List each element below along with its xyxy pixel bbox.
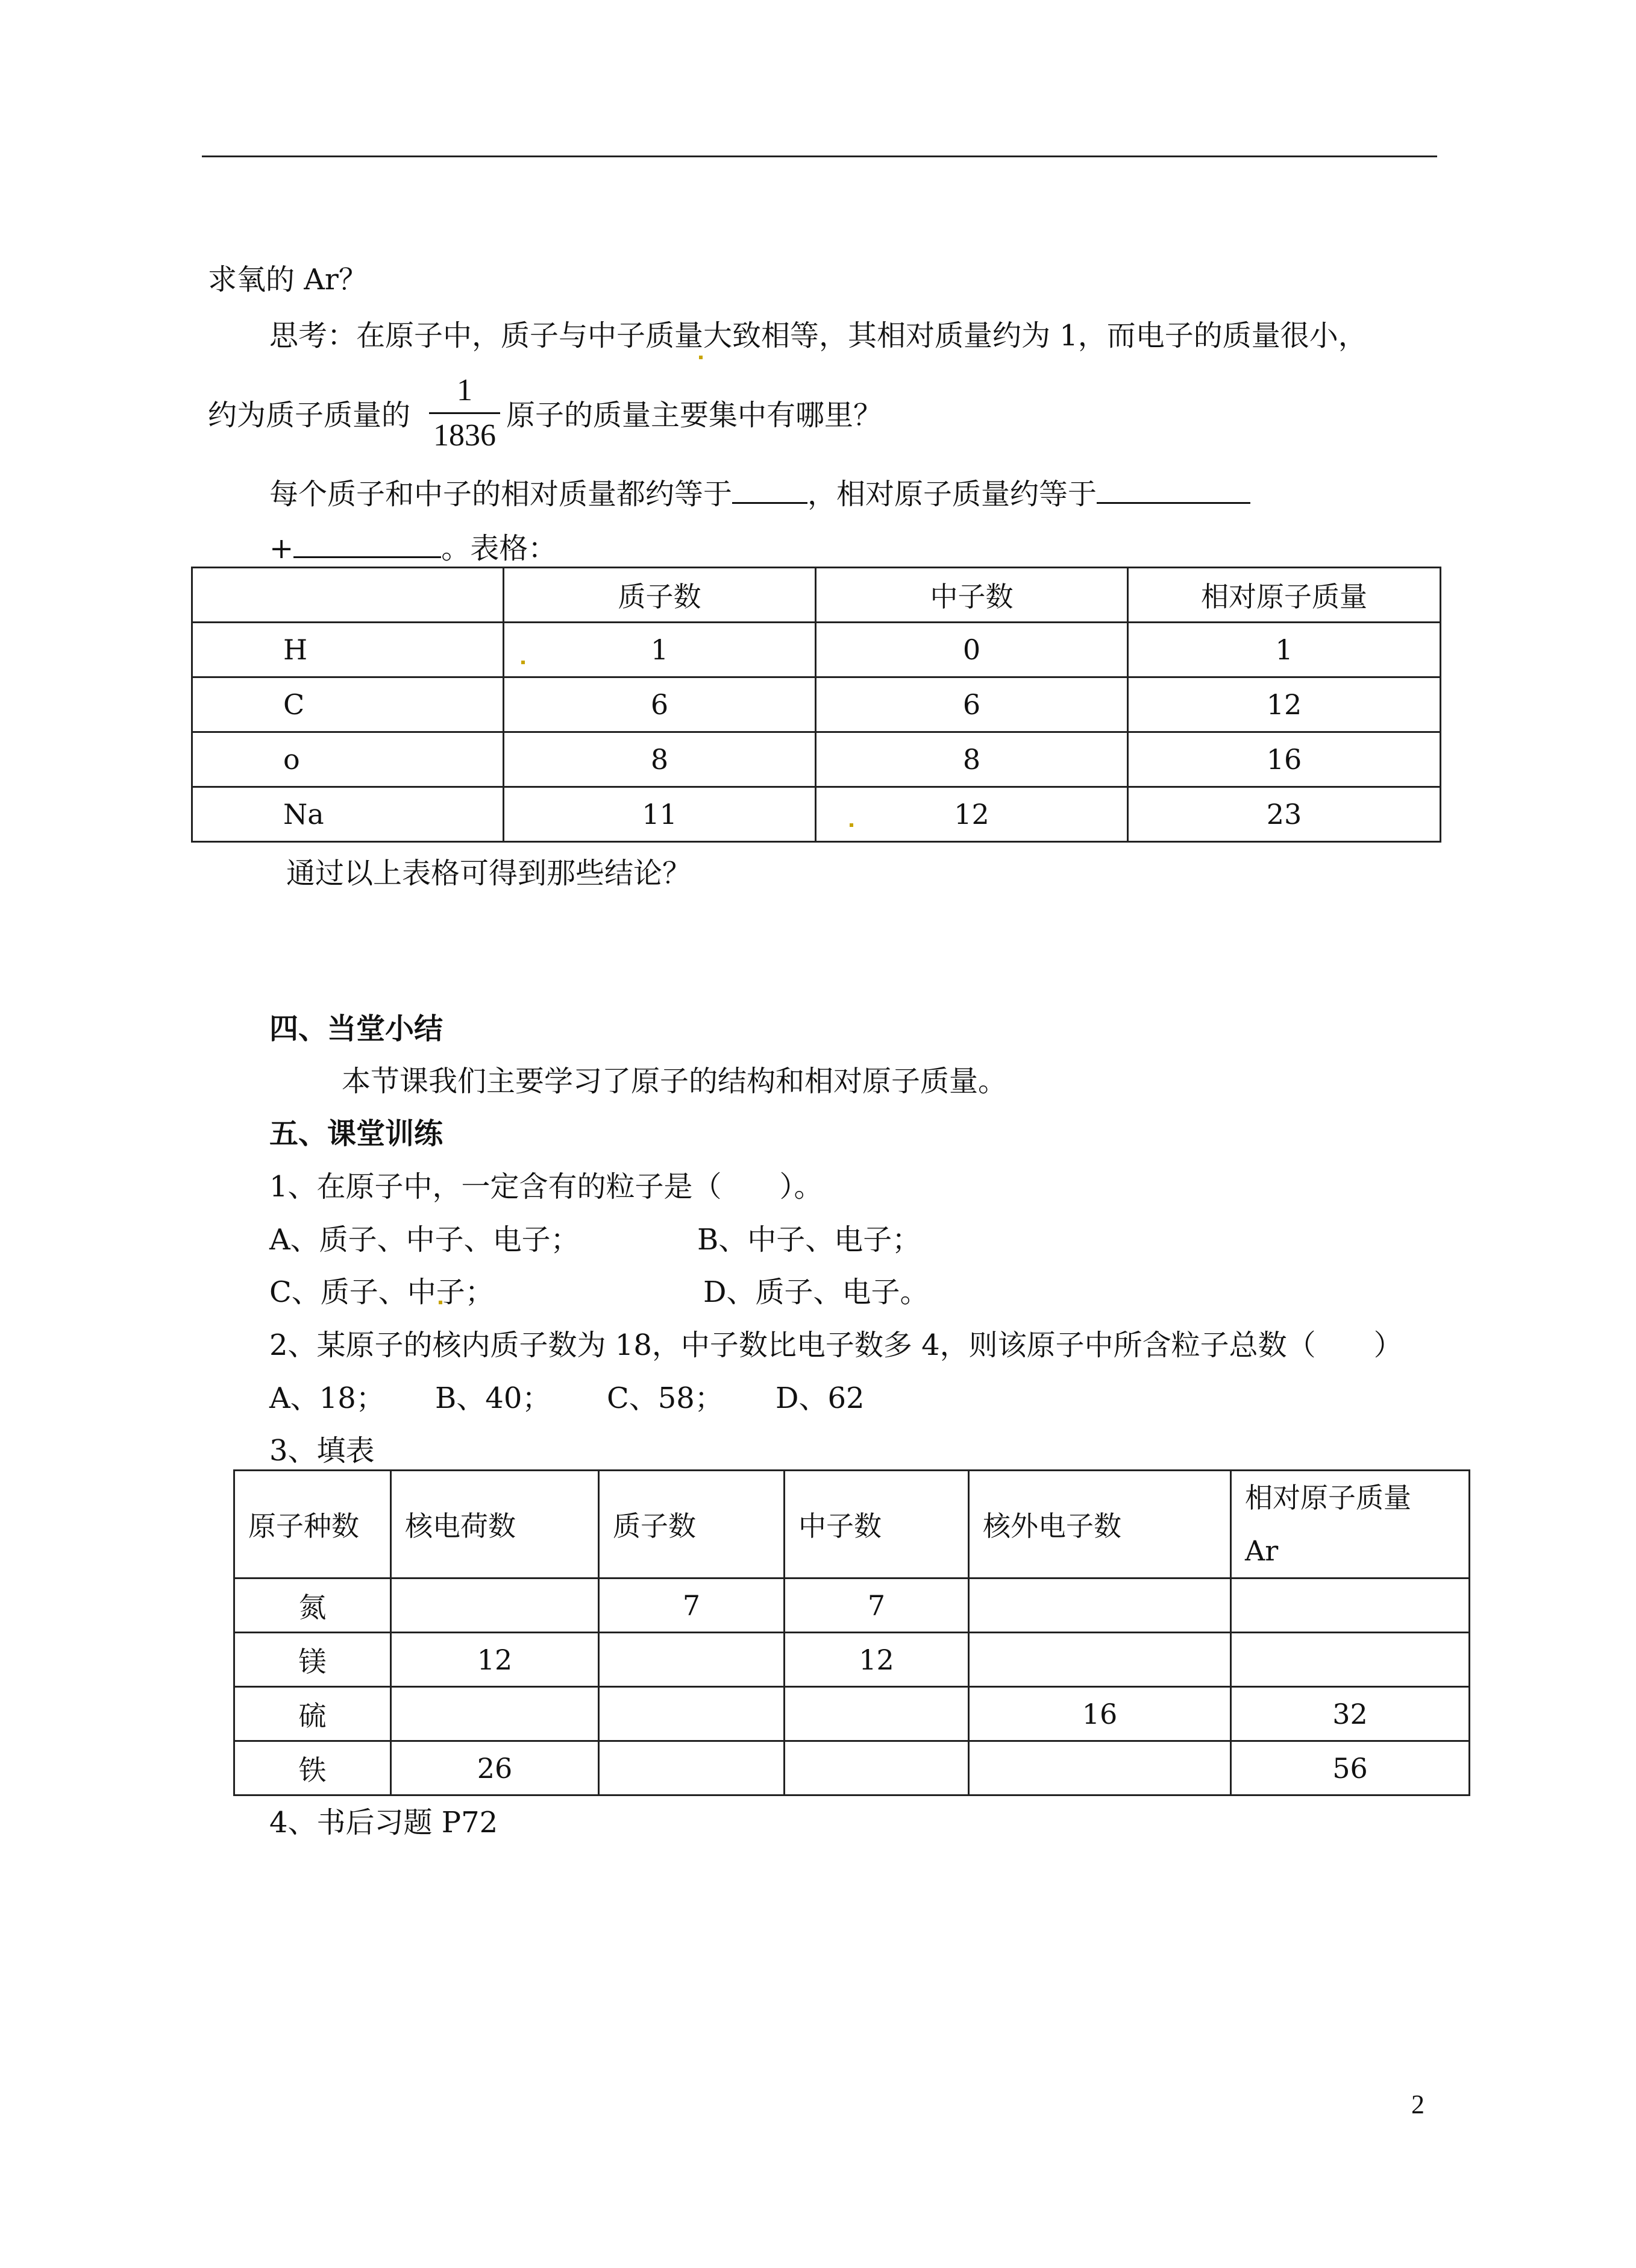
q2-option-c: C、58； [607,1381,724,1415]
table-cell[interactable] [599,1741,785,1795]
table-cell: 0 [816,623,1128,677]
fraction-numerator: 1 [457,373,472,407]
fill-line-1-text-b: ，相对原子质量约等于 [807,477,1097,511]
table-row [234,1633,1470,1687]
fill-line-2-text: 。表格： [441,532,557,565]
table-atomic-mass [191,567,1441,843]
element-cell: o [192,732,504,787]
element-cell: C [192,677,504,732]
table-cell[interactable] [969,1741,1231,1795]
table-cell: 23 [1128,787,1441,842]
blank-relative-mass[interactable] [732,479,807,504]
table-header-row [192,568,1441,623]
table-cell[interactable] [1231,1633,1470,1687]
scan-mark [699,356,703,359]
section-5-heading: 五、课堂训练 [269,1117,443,1151]
q1-option-c: C、质子、中子； [269,1275,494,1309]
q2-option-d: D、62 [776,1381,865,1415]
table-cell: 6 [504,677,816,732]
section-4-heading: 四、当堂小结 [269,1012,443,1046]
table-cell[interactable]: 7 [785,1578,969,1633]
table-header-cell-mass [1231,1471,1470,1578]
blank-atomic-mass-part1[interactable] [1097,479,1250,504]
element-cell: 氮 [234,1578,391,1633]
table-cell[interactable] [599,1687,785,1741]
fraction-denominator: 1836 [433,418,496,453]
about-suffix: 原子的质量主要集中有哪里？ [506,398,883,432]
q2-option-b: B、40； [435,1381,551,1415]
q2-option-a: A、18； [269,1381,385,1415]
table-row [192,732,1441,787]
scan-mark [850,823,853,827]
table-row [192,787,1441,842]
table-cell[interactable] [1231,1578,1470,1633]
table-header-cell: 中子数 [816,568,1128,623]
table-cell: 6 [816,677,1128,732]
table-header-cell: 核外电子数 [969,1471,1231,1578]
fraction-1-over-1836 [429,372,500,454]
table-cell[interactable] [599,1633,785,1687]
table-header-cell: 质子数 [599,1471,785,1578]
question-3: 3、填表 [269,1434,375,1468]
table-header-cell: 核电荷数 [391,1471,599,1578]
table-header-row [234,1471,1470,1578]
table-cell[interactable] [785,1741,969,1795]
conclusion-question: 通过以上表格可得到那些结论？ [286,856,692,890]
table-cell[interactable] [785,1687,969,1741]
element-cell: 硫 [234,1687,391,1741]
fill-in-table [233,1469,1470,1796]
q1-option-a: A、质子、中子、电子； [269,1223,580,1257]
table-row [234,1578,1470,1633]
table-cell: 11 [504,787,816,842]
header-mass-line1: 相对原子质量 [1245,1481,1411,1514]
page-number: 2 [1411,2090,1424,2119]
fill-line-1-text-a: 每个质子和中子的相对质量都约等于 [269,477,733,511]
table-row [192,623,1441,677]
fill-line-1 [269,479,1250,509]
element-cell: 镁 [234,1633,391,1687]
table-cell: 8 [816,732,1128,787]
table-header-cell: 中子数 [785,1471,969,1578]
table-row [234,1741,1470,1795]
fill-line-2 [269,533,557,563]
question-2: 2、某原子的核内质子数为 18，中子数比电子数多 4，则该原子中所含粒子总数（ ） [269,1328,1403,1362]
table-cell[interactable]: 16 [969,1687,1231,1741]
table-row [192,677,1441,732]
scan-mark [521,661,525,664]
header-rule [202,155,1437,157]
think-paragraph: 思考：在原子中，质子与中子质量大致相等，其相对质量约为 1，而电子的质量很小， [269,319,1367,353]
table-cell[interactable] [391,1578,599,1633]
table-header-cell: 相对原子质量 [1128,568,1441,623]
table-header-cell [192,568,504,623]
table-cell[interactable] [969,1633,1231,1687]
question-1: 1、在原子中，一定含有的粒子是（ ）。 [269,1170,823,1204]
table-cell[interactable]: 32 [1231,1687,1470,1741]
table-cell[interactable]: 7 [599,1578,785,1633]
question-4: 4、书后习题 P72 [269,1806,498,1839]
table-cell: 12 [816,787,1128,842]
table-cell: 1 [504,623,816,677]
table-cell[interactable]: 26 [391,1741,599,1795]
table-cell[interactable]: 12 [785,1633,969,1687]
element-cell: H [192,623,504,677]
table-cell[interactable] [969,1578,1231,1633]
table-cell[interactable]: 56 [1231,1741,1470,1795]
element-cell: Na [192,787,504,842]
table-cell[interactable] [391,1687,599,1741]
q1-option-b: B、中子、电子； [697,1223,921,1257]
section-4-summary: 本节课我们主要学习了原子的结构和相对原子质量。 [342,1064,1008,1098]
table-cell: 12 [1128,677,1441,732]
table-cell[interactable]: 12 [391,1633,599,1687]
element-cell: 铁 [234,1741,391,1795]
header-mass-line2: Ar [1245,1535,1279,1567]
about-prefix: 约为质子质量的 [208,398,411,432]
table-cell: 1 [1128,623,1441,677]
fraction-bar [429,412,500,414]
fill-line-2-plus: + [269,532,294,565]
table-header-cell: 质子数 [504,568,816,623]
table-row [234,1687,1470,1741]
table-cell: 8 [504,732,816,787]
question-oxygen-ar: 求氧的 Ar？ [208,263,368,297]
q1-option-d: D、质子、电子。 [703,1275,929,1309]
table-cell: 16 [1128,732,1441,787]
table-header-cell: 原子种数 [234,1471,391,1578]
blank-atomic-mass-part2[interactable] [293,533,441,558]
